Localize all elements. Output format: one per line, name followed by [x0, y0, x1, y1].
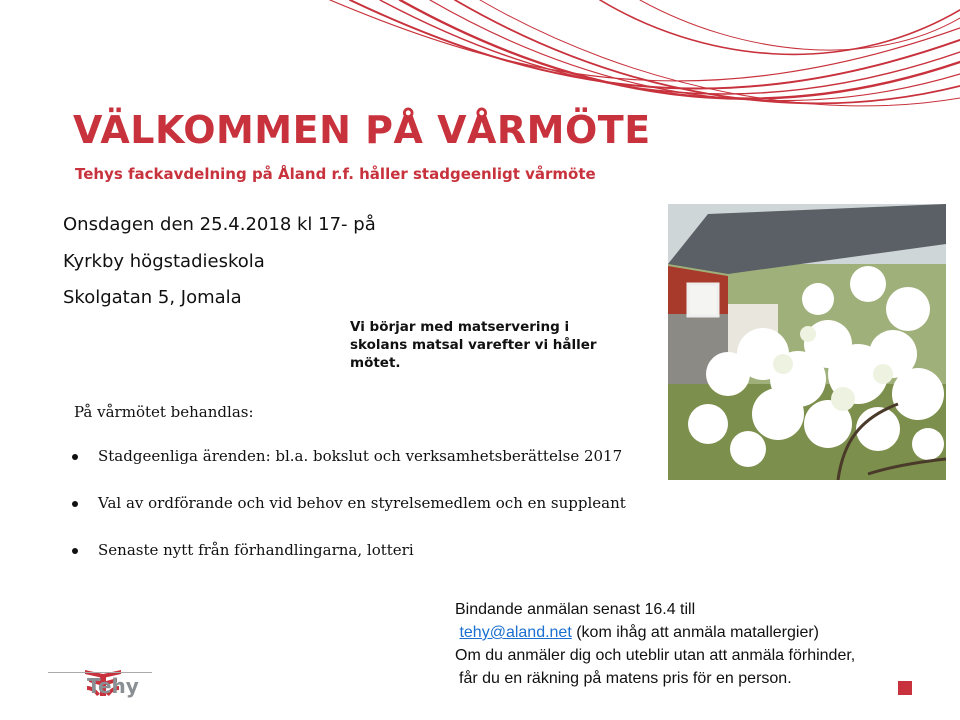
registration-info: [455, 598, 855, 690]
page-title: VÄLKOMMEN PÅ VÅRMÖTE: [73, 108, 651, 152]
logo-wordmark: Tehy: [87, 674, 139, 698]
subtitle: Tehys fackavdelning på Åland r.f. håller stadgeenligt vårmöte: [75, 165, 596, 183]
agenda-list: [72, 447, 626, 588]
allergy-note: (kom ihåg att anmäla matallergier): [571, 624, 819, 641]
meeting-date-time: Onsdagen den 25.4.2018 kl 17- på: [63, 214, 376, 235]
blossom-photo: [668, 204, 946, 480]
agenda-heading: På vårmötet behandlas:: [74, 403, 254, 421]
meeting-venue: Kyrkby högstadieskola: [63, 251, 265, 272]
meeting-address: Skolgatan 5, Jomala: [63, 287, 242, 308]
bullet-icon: [72, 548, 78, 554]
food-note: Vi börjar med matservering i skolans matsal varefter vi håller mötet.: [350, 319, 597, 371]
invoice-note: får du en räkning på matens pris för en person.: [459, 670, 792, 687]
no-show-note: Om du anmäler dig och uteblir utan att anmäla förhinder,: [455, 647, 856, 664]
email-link[interactable]: tehy@aland.net: [459, 624, 572, 641]
bullet-icon: [72, 501, 78, 507]
corner-marker: [898, 681, 912, 695]
list-item: Val av ordförande och vid behov en styrelsemedlem och en suppleant: [72, 494, 626, 541]
registration-deadline: Bindande anmälan senast 16.4 till: [455, 601, 696, 618]
list-item: Senaste nytt från förhandlingarna, lotteri: [72, 541, 626, 588]
logo-divider: [48, 672, 152, 673]
bullet-icon: [72, 454, 78, 460]
list-item: Stadgeenliga ärenden: bl.a. bokslut och verksamhetsberättelse 2017: [72, 447, 626, 494]
